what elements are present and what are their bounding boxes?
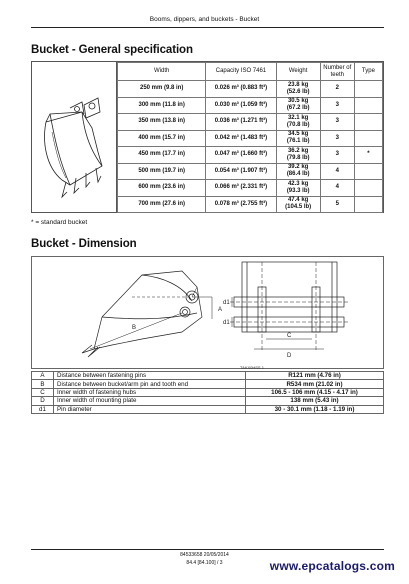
cell-teeth: 4 <box>320 163 354 180</box>
weight-kg: 30.5 kg <box>287 98 309 105</box>
cell-capacity: 0.030 m³ (1.059 ft³) <box>206 97 276 114</box>
cell-teeth: 3 <box>320 147 354 164</box>
cell-type <box>354 81 382 98</box>
col-capacity: Capacity ISO 7461 <box>206 63 276 81</box>
cell-width: 700 mm (27.6 in) <box>118 196 206 213</box>
weight-kg: 39.2 kg <box>287 164 309 171</box>
col-width: Width <box>118 63 206 81</box>
weight-kg: 34.5 kg <box>287 131 309 138</box>
dimension-drawing <box>32 257 383 368</box>
dim-value: 138 mm (5.43 in) <box>246 397 384 405</box>
spec-row <box>118 130 383 147</box>
cell-weight <box>276 196 320 213</box>
weight-kg: 23.8 kg <box>287 81 309 88</box>
spec-row <box>118 180 383 197</box>
col-weight: Weight <box>276 63 320 81</box>
spec-row <box>118 81 383 98</box>
cell-type <box>354 114 382 131</box>
weight-kg: 42.3 kg <box>287 180 309 187</box>
cell-weight <box>276 180 320 197</box>
dim-desc: Pin diameter <box>54 405 246 413</box>
cell-weight <box>276 97 320 114</box>
label-a: A <box>218 307 223 313</box>
spec-footnote: * = standard bucket <box>31 219 88 226</box>
dim-value: R534 mm (21.02 in) <box>246 380 384 388</box>
spec-row <box>118 114 383 131</box>
cell-teeth: 3 <box>320 114 354 131</box>
spec-title: Bucket - General specification <box>31 44 193 56</box>
cell-weight <box>276 163 320 180</box>
cell-type <box>354 180 382 197</box>
spec-header-row <box>118 63 383 81</box>
spec-table-frame <box>31 61 384 213</box>
footer-doc-id: 84533658 20/05/2014 <box>180 552 229 558</box>
cell-capacity: 0.066 m³ (2.331 ft³) <box>206 180 276 197</box>
weight-lb: (52.6 lb) <box>286 88 310 95</box>
cell-weight <box>276 81 320 98</box>
cell-weight <box>276 114 320 131</box>
cell-type <box>354 130 382 147</box>
cell-capacity: 0.047 m³ (1.660 ft³) <box>206 147 276 164</box>
dim-desc: Distance between fastening pins <box>54 372 246 380</box>
cell-width: 400 mm (15.7 in) <box>118 130 206 147</box>
dim-desc: Distance between bucket/arm pin and tooth end <box>54 380 246 388</box>
cell-type <box>354 163 382 180</box>
cell-width: 600 mm (23.6 in) <box>118 180 206 197</box>
label-d1-upper: d1 <box>223 300 230 306</box>
weight-lb: (93.3 lb) <box>286 187 310 194</box>
col-teeth: Number of teeth <box>320 63 354 81</box>
spec-row <box>118 97 383 114</box>
cell-width: 350 mm (13.8 in) <box>118 114 206 131</box>
weight-lb: (67.2 lb) <box>286 105 310 112</box>
cell-teeth: 3 <box>320 97 354 114</box>
dimension-row <box>32 405 384 413</box>
label-b: B <box>132 325 137 331</box>
running-head: Booms, dippers, and buckets - Bucket <box>149 16 260 23</box>
dimension-row <box>32 380 384 388</box>
weight-lb: (79.8 lb) <box>286 154 310 161</box>
spec-table <box>117 62 383 213</box>
cell-weight <box>276 130 320 147</box>
dim-value: 30 - 30.1 mm (1.18 - 1.19 in) <box>246 405 384 413</box>
dimension-table <box>31 371 384 414</box>
label-d: D <box>287 353 292 359</box>
watermark: www.epcatalogs.com <box>269 559 395 573</box>
cell-capacity: 0.054 m³ (1.907 ft³) <box>206 163 276 180</box>
dim-key: B <box>32 380 54 388</box>
dim-key: C <box>32 388 54 396</box>
cell-teeth: 3 <box>320 130 354 147</box>
dimension-row <box>32 372 384 380</box>
cell-type <box>354 97 382 114</box>
footer-rule <box>31 549 384 550</box>
weight-kg: 47.4 kg <box>287 197 309 204</box>
dimension-title: Bucket - Dimension <box>31 238 137 250</box>
dimension-drawing-frame <box>31 256 384 369</box>
footer-page: 84.4 [84.100] / 3 <box>186 560 223 566</box>
cell-capacity: 0.042 m³ (1.483 ft³) <box>206 130 276 147</box>
weight-lb: (70.8 lb) <box>286 121 310 128</box>
cell-width: 450 mm (17.7 in) <box>118 147 206 164</box>
dimension-row <box>32 388 384 396</box>
dim-value: 106.5 - 106 mm (4.15 - 4.17 in) <box>246 388 384 396</box>
weight-lb: (76.1 lb) <box>286 138 310 145</box>
header-rule <box>31 27 384 28</box>
dim-key: A <box>32 372 54 380</box>
bucket-illustration <box>32 62 117 212</box>
spec-row <box>118 163 383 180</box>
figure-id: TAKX0HSS 1 <box>240 365 264 370</box>
cell-weight <box>276 147 320 164</box>
cell-teeth: 5 <box>320 196 354 213</box>
spec-row <box>118 147 383 164</box>
cell-width: 250 mm (9.8 in) <box>118 81 206 98</box>
cell-type <box>354 196 382 213</box>
weight-kg: 32.1 kg <box>287 114 309 121</box>
weight-lb: (104.5 lb) <box>285 204 312 211</box>
cell-type: * <box>354 147 382 164</box>
bucket-illustration-cell <box>32 62 117 212</box>
cell-capacity: 0.078 m³ (2.755 ft³) <box>206 196 276 213</box>
label-d1-lower: d1 <box>223 320 230 326</box>
dim-desc: Inner width of fastening hubs <box>54 388 246 396</box>
dim-value: R121 mm (4.76 in) <box>246 372 384 380</box>
cell-teeth: 2 <box>320 81 354 98</box>
spec-row <box>118 196 383 213</box>
dim-desc: Inner width of mounting plate <box>54 397 246 405</box>
cell-width: 300 mm (11.8 in) <box>118 97 206 114</box>
weight-kg: 36.2 kg <box>287 147 309 154</box>
cell-teeth: 4 <box>320 180 354 197</box>
cell-capacity: 0.026 m³ (0.883 ft³) <box>206 81 276 98</box>
weight-lb: (86.4 lb) <box>286 171 310 178</box>
cell-width: 500 mm (19.7 in) <box>118 163 206 180</box>
col-type: Type <box>354 63 382 81</box>
cell-capacity: 0.036 m³ (1.271 ft³) <box>206 114 276 131</box>
dim-key: D <box>32 397 54 405</box>
label-c: C <box>287 333 292 339</box>
dim-key: d1 <box>32 405 54 413</box>
dimension-row <box>32 397 384 405</box>
